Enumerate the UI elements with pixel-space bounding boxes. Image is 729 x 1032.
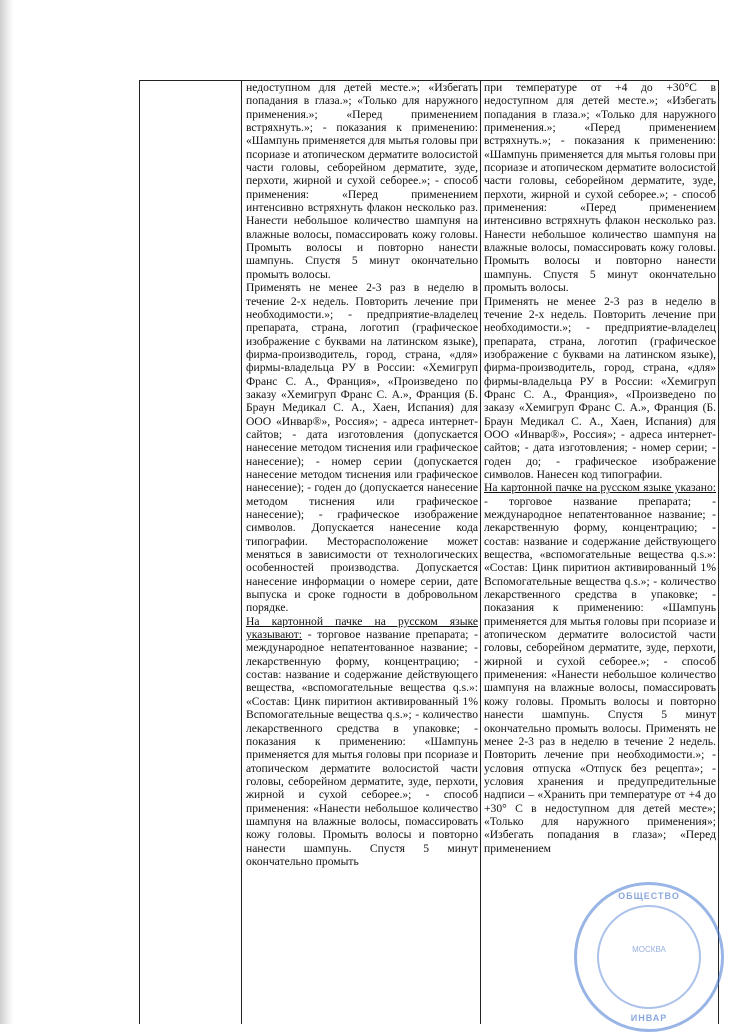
left-paragraph-1: недоступном для детей месте.»; «Избегать попадания в глаза.»; «Только для наружного применения.»; «Перед применением встряхнуть.»; - показания к применению: «Шампунь применяется для мытья головы при псориазе и атопическом дерматите волосистой части головы, себорейном дерматите, зуде, перхоти, жирной и сухой себорее.»; - способ применения: «Перед применением интенсивно встряхнуть флакон несколько раз. Нанести небольшое количество шампуня на влажные волосы, помассировать кожу головы. Промыть волосы и повторно нанести шампунь. Спустя 5 минут окончательно промыть волосы.	[246, 81, 479, 281]
right-pack-heading: На картонной пачке на русском языке указано:	[484, 481, 716, 495]
stamp-center-text: МОСКВА	[632, 945, 666, 954]
left-pack-heading: На картонной пачке на русском языке указывают:	[246, 614, 478, 642]
right-paragraph-3	[484, 481, 716, 855]
table-column-actual	[481, 81, 719, 1024]
stamp-top-text: ОБЩЕСТВО	[618, 891, 680, 901]
right-pack-body: - торговое название препарата; - международное непатентованное название; - лекарственную форму, концентрацию; - состав: название и содержание действующего вещества, «вспомогательные вещества q.s.»: «Состав: Цинк пиритион активированный 1% Вспомогательные вещества q.s.»; - количество лекарственного средства в упаковке; - показания к применению: «Шампунь применяется для мытья головы при псориазе и атопическом дерматите волосистой части головы, себорейном дерматите, зуде, перхоти, жирной и сухой себорее.»; - способ применения: «Нанести небольшое количество шампуня на влажные волосы, помассировать кожу головы. Промыть волосы и повторно нанести шампунь. Спустя 5 минут окончательно промыть волосы. Применять не менее 2-3 раз в неделю в течение 2 недель. Повторить лечение при необходимости.»; - условия отпуска «Отпуск без рецепта»; - условия хранения и предупредительные надписи – «Хранить при температуре от +4 до +30° С в недоступном для детей месте»; «Только для наружного применения»; «Избегать попадания в глаза»; «Перед применением	[484, 494, 716, 855]
left-paragraph-2: Применять не менее 2-3 раз в неделю в течение 2-х недель. Повторить лечение при необходимости.»; - предприятие-владелец препарата, страна, логотип (графическое изображение с буквами на латинском языке), фирма-производитель, город, страна, «для» фирмы-владельца РУ в России: «Хемигруп Франс С. А., Франция», «Произведено по заказу «Хемигруп Франс С. А.», Франция (Б. Браун Медикал С. А., Хаен, Испания) для ООО «Инвар®», Россия»; - адреса интернет-сайтов; - дата изготовления (допускается нанесение методом тиснения или графическое нанесение); - номер серии (допускается нанесение методом тиснения или графическое нанесение); - годен до (допускается нанесение методом тиснения или графическое нанесение); - графическое изображение символов. Допускается нанесение кода типографии. Месторасположение может меняться в зависимости от технологических особенностей производства. Допускается нанесение информации о номере серии, дате выпуска и сроке годности в добровольном порядке.	[246, 281, 478, 615]
table-blank-column	[140, 81, 242, 1024]
right-paragraph-2: Применять не менее 2-3 раз в неделю в течение 2-х недель. Повторить лечение при необходимости.»; - предприятие-владелец препарата, страна, логотип (графическое изображение с буквами на латинском языке), фирма-производитель, город, страна, «для» фирмы-владельца РУ в России: «Хемигруп Франс С. А., Франция», «Произведено по заказу «Хемигруп Франс С. А.», Франция (Б. Браун Медикал С. А., Хаен, Испания) для ООО «Инвар®», Россия»; - адреса интернет-сайтов; - дата изготовления; - номер серии; - годен до; - графическое изображение символов. Нанесен код типографии.	[484, 294, 716, 481]
table-column-required	[244, 81, 481, 1024]
scan-page-edge	[0, 0, 14, 1024]
stamp-bottom-text: ИНВАР	[630, 1013, 668, 1023]
right-paragraph-1: при температуре от +4 до +30°С в недоступном для детей месте.»; «Избегать попадания в глаза.»; «Только для наружного применения.»; «Перед применением встряхнуть.»; - показания к применению: «Шампунь применяется для мытья головы при псориазе и атопическом дерматите волосистой части головы, себорейном дерматите, зуде, перхоти, жирной и сухой себорее.»; - способ применения: «Перед применением интенсивно встряхнуть флакон несколько раз. Нанести небольшое количество шампуня на влажные волосы, помассировать кожу головы. Промыть волосы и повторно нанести шампунь. Спустя 5 минут окончательно промыть волосы.	[484, 81, 717, 295]
left-pack-body: - торговое название препарата; - международное непатентованное название; - лекарственную форму, концентрацию; - состав: название и содержание действующего вещества, «вспомогательные вещества q.s.»: «Состав: Цинк пиритион активированный 1% Вспомогательные вещества q.s.»; - количество лекарственного средства в упаковке; - показания к применению: «Шампунь применяется для мытья головы при псориазе и атопическом дерматите волосистой части головы, себорейном дерматите, зуде, перхоти, жирной и сухой себорее.»; - способ применения: «Нанести небольшое количество шампуня на влажные волосы, помассировать кожу головы. Промыть волосы и повторно нанести шампунь. Спустя 5 минут окончательно промыть	[246, 628, 478, 868]
document-table	[139, 80, 719, 1024]
left-paragraph-3	[246, 615, 478, 869]
